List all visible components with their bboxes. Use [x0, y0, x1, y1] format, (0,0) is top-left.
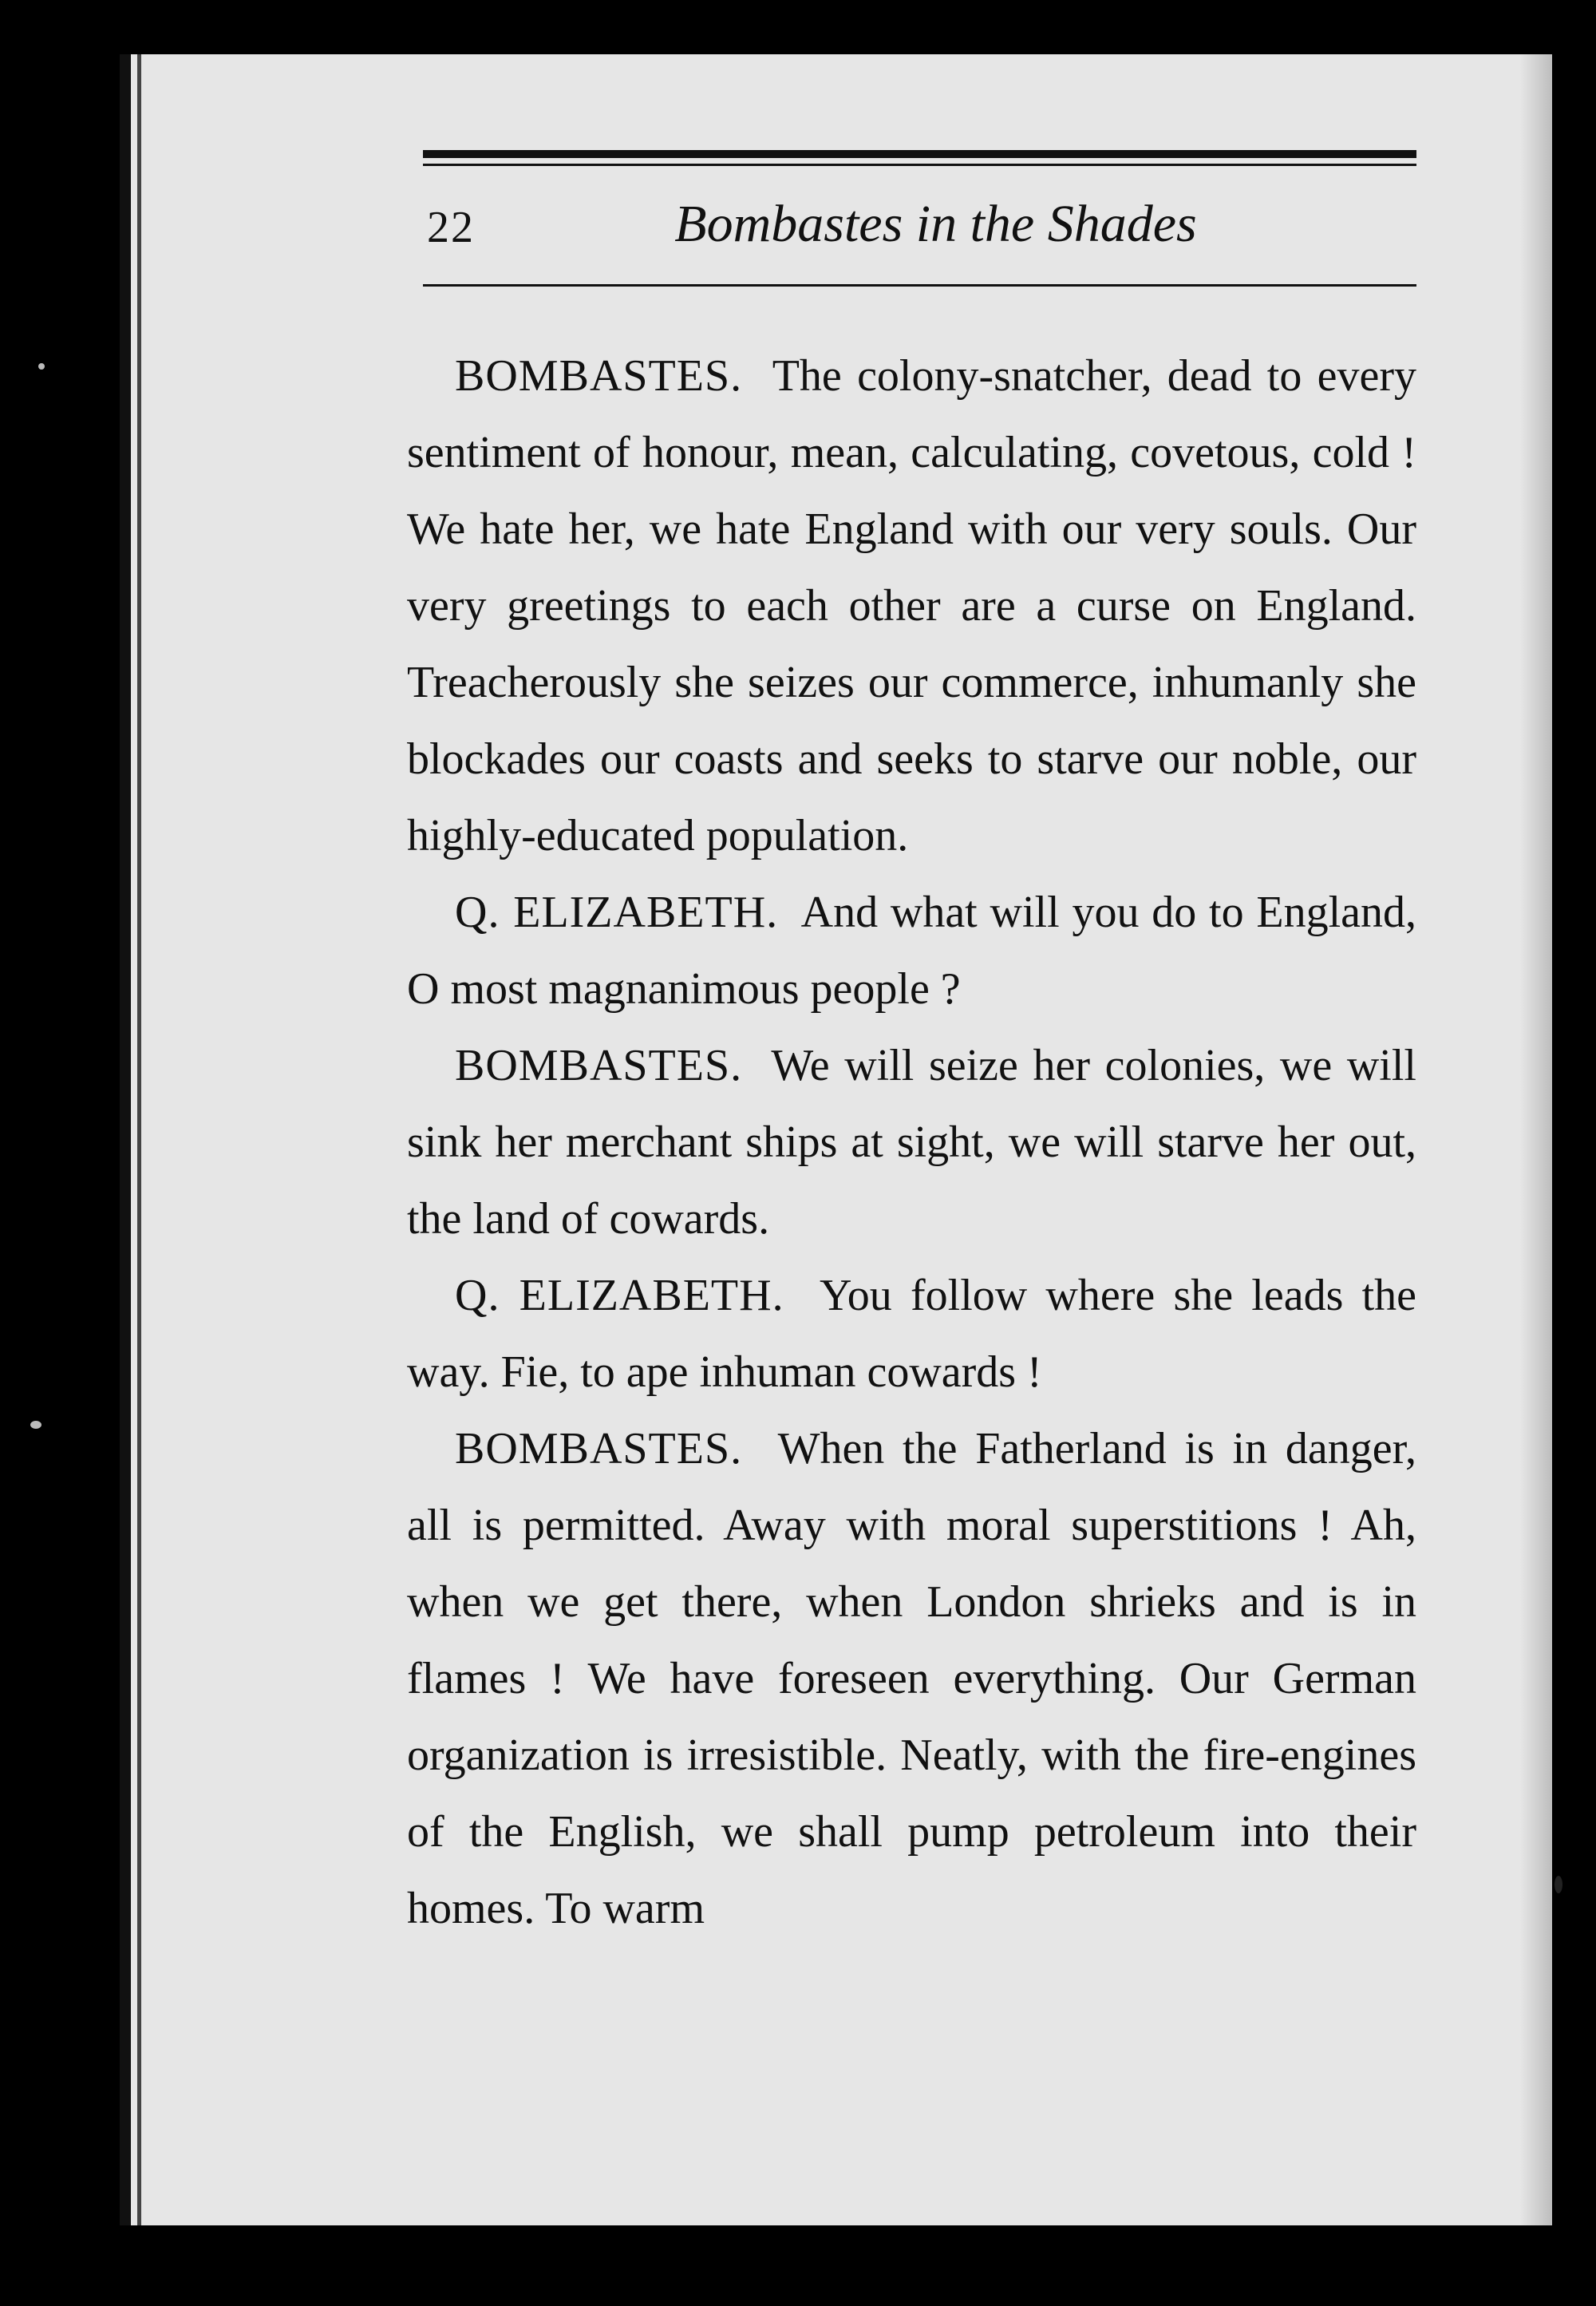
page-header [427, 194, 1412, 282]
page-edge-shade [1520, 54, 1552, 2225]
header-bottom-rule [423, 284, 1416, 287]
dialogue-paragraph [407, 338, 1416, 874]
dialogue-paragraph [407, 1410, 1416, 1947]
speaker-name: BOMBASTES. [455, 351, 743, 401]
dialogue-paragraph [407, 1027, 1416, 1257]
dialogue-text: And what will you do to England, O most magnanimous people ? [407, 888, 1416, 1014]
dialogue-text: You follow where she leads the way. Fie, to ape inhuman cowards ! [407, 1271, 1416, 1397]
scan-speck [38, 363, 45, 370]
running-title: Bombastes in the Shades [674, 195, 1197, 253]
dialogue-text: We will seize her colonies, we will sink her merchant ships at sight, we will starve her out, the land of cowards. [407, 1041, 1416, 1244]
dialogue-paragraph [407, 1257, 1416, 1410]
page-body [407, 338, 1416, 1947]
page-number: 22 [427, 203, 475, 252]
dialogue-paragraph [407, 874, 1416, 1027]
speaker-name: BOMBASTES. [455, 1424, 743, 1473]
dialogue-text: The colony-snatcher, dead to every sentiment of honour, mean, calculating, covetous, cold ! We hate her, we hate England with our very souls. Our very greetings to each other are a curse on England. Treacherously she seizes our commerce, inhumanly she blockades our coasts and seeks to starve our noble, our highly-educated population. [407, 351, 1416, 860]
scan-speck [1555, 1876, 1562, 1893]
header-top-rule [423, 150, 1416, 158]
speaker-name: Q. ELIZABETH. [455, 1271, 784, 1320]
header-top-thin-rule [423, 164, 1416, 166]
spine-shadow [120, 54, 131, 2225]
spine-edge-line [137, 54, 141, 2225]
speaker-name: Q. ELIZABETH. [455, 888, 779, 937]
speaker-name: BOMBASTES. [455, 1041, 743, 1090]
book-page [120, 54, 1552, 2225]
scan-speck [30, 1421, 41, 1429]
dialogue-text: When the Fatherland is in danger, all is permitted. Away with moral superstitions ! Ah, when we get there, when London shrieks and is in flames ! We have foreseen everything. Our German organization is irresistible. Neatly, with the fire-engines of the English, we shall pump petroleum into their homes. To warm [407, 1424, 1416, 1933]
